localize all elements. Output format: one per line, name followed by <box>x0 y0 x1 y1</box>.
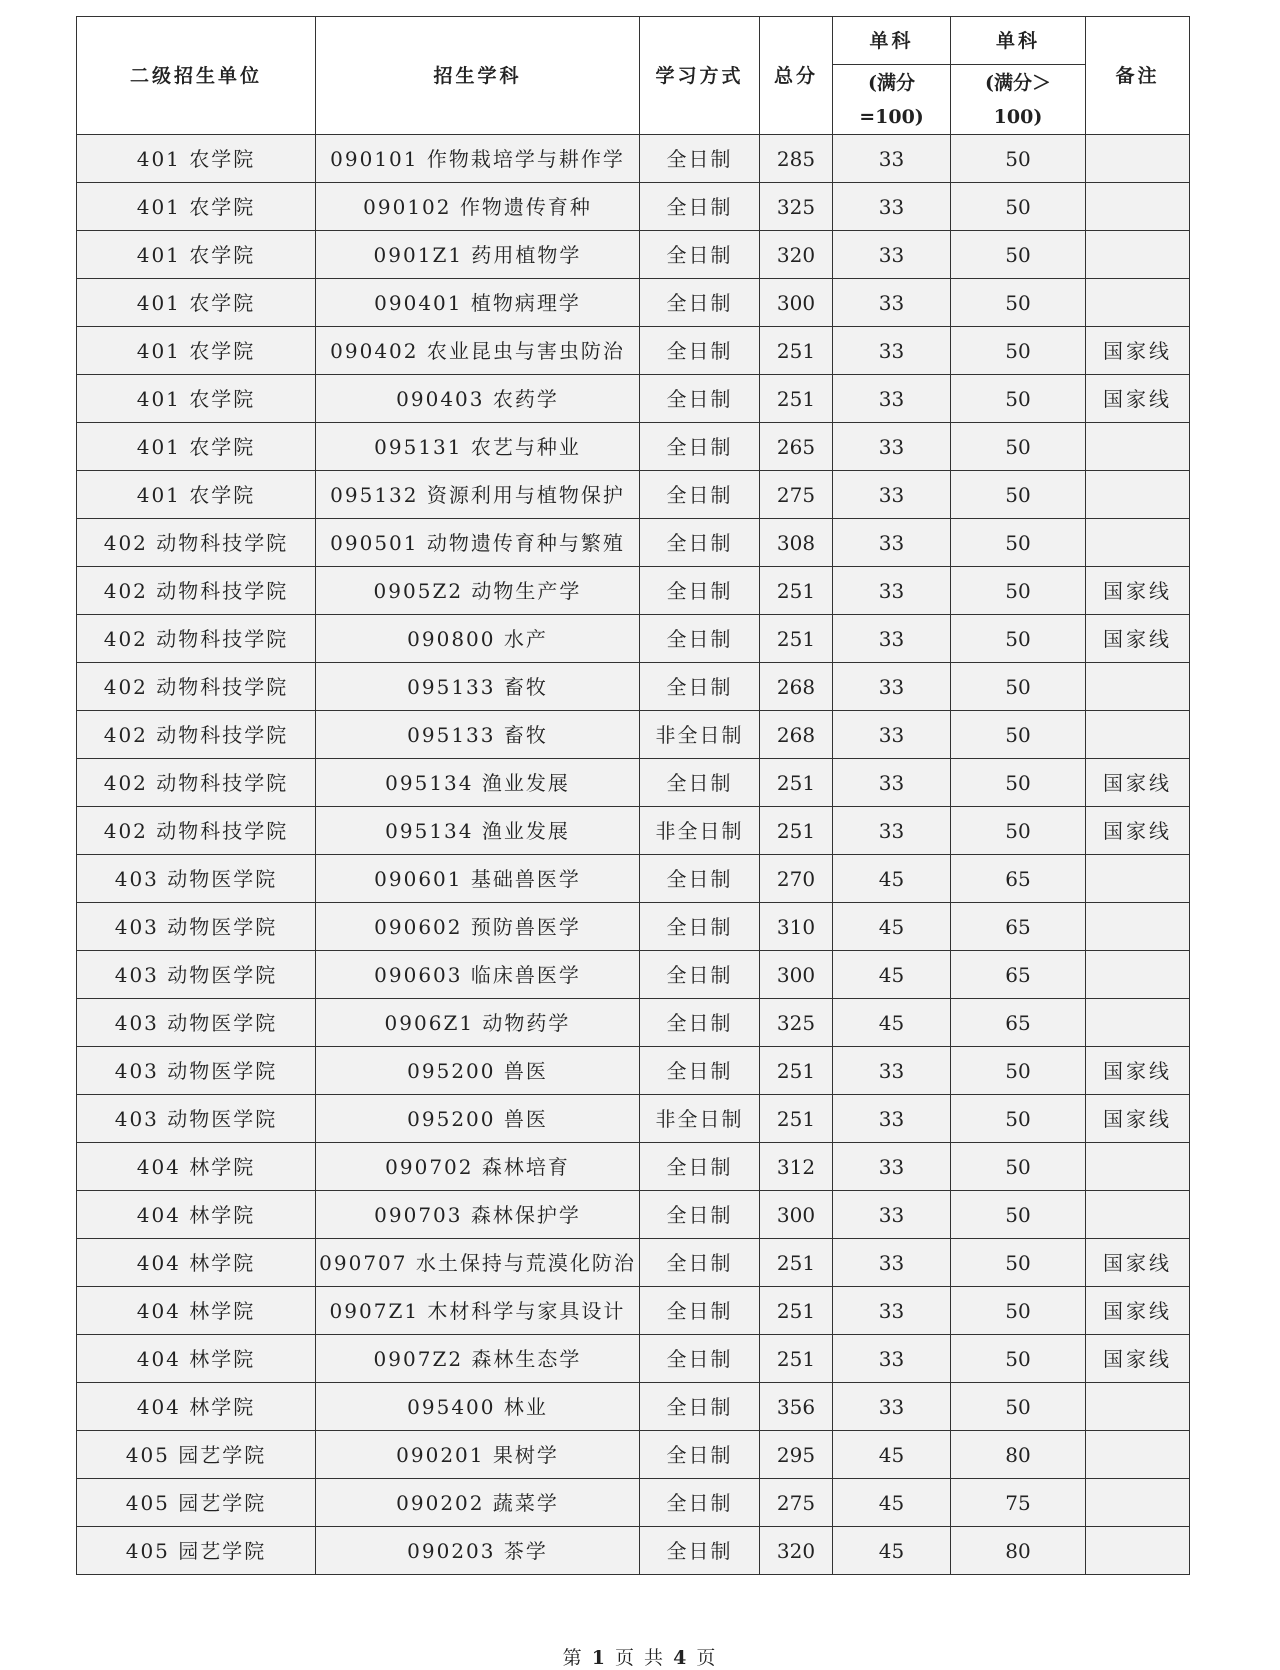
cell-total: 251 <box>760 1335 833 1383</box>
cell-unit: 403 动物医学院 <box>77 1095 316 1143</box>
cell-total: 251 <box>760 1095 833 1143</box>
cell-total: 325 <box>760 183 833 231</box>
cell-note: 国家线 <box>1086 1287 1190 1335</box>
cell-subject: 090602 预防兽医学 <box>316 903 640 951</box>
cell-mode: 全日制 <box>640 951 760 999</box>
footer-prefix: 第 <box>562 1647 584 1669</box>
cell-single-100: 45 <box>833 1527 951 1575</box>
cell-subject: 095131 农艺与种业 <box>316 423 640 471</box>
cell-single-100: 45 <box>833 903 951 951</box>
cell-mode: 全日制 <box>640 1143 760 1191</box>
cell-unit: 404 林学院 <box>77 1335 316 1383</box>
cell-single-over-100: 50 <box>951 807 1086 855</box>
cell-subject: 090501 动物遗传育种与繁殖 <box>316 519 640 567</box>
cell-note: 国家线 <box>1086 375 1190 423</box>
cell-total: 251 <box>760 759 833 807</box>
cell-single-over-100: 65 <box>951 903 1086 951</box>
cell-mode: 全日制 <box>640 1047 760 1095</box>
cell-subject: 090101 作物栽培学与耕作学 <box>316 135 640 183</box>
cell-single-100: 33 <box>833 567 951 615</box>
cell-single-100: 33 <box>833 711 951 759</box>
cell-mode: 全日制 <box>640 1431 760 1479</box>
cell-unit: 405 园艺学院 <box>77 1431 316 1479</box>
table-row <box>77 615 1190 663</box>
cell-subject: 095200 兽医 <box>316 1095 640 1143</box>
cell-single-over-100: 50 <box>951 663 1086 711</box>
cell-total: 285 <box>760 135 833 183</box>
cell-single-over-100: 50 <box>951 1191 1086 1239</box>
cell-subject: 0901Z1 药用植物学 <box>316 231 640 279</box>
header-single-100-sub <box>833 65 951 135</box>
cell-note: 国家线 <box>1086 567 1190 615</box>
table-row <box>77 1431 1190 1479</box>
header-total: 总分 <box>760 17 833 135</box>
cell-unit: 402 动物科技学院 <box>77 519 316 567</box>
cell-note: 国家线 <box>1086 327 1190 375</box>
cell-mode: 全日制 <box>640 567 760 615</box>
cell-unit: 403 动物医学院 <box>77 999 316 1047</box>
cell-single-over-100: 80 <box>951 1527 1086 1575</box>
cell-single-100: 33 <box>833 1191 951 1239</box>
cell-total: 300 <box>760 951 833 999</box>
cell-total: 312 <box>760 1143 833 1191</box>
cell-mode: 全日制 <box>640 327 760 375</box>
table-row <box>77 1239 1190 1287</box>
cell-single-over-100: 50 <box>951 1047 1086 1095</box>
cell-total: 300 <box>760 1191 833 1239</box>
cell-subject: 095132 资源利用与植物保护 <box>316 471 640 519</box>
cell-mode: 全日制 <box>640 999 760 1047</box>
cell-total: 251 <box>760 1239 833 1287</box>
cell-single-over-100: 50 <box>951 279 1086 327</box>
cell-note <box>1086 1479 1190 1527</box>
cell-single-100: 33 <box>833 663 951 711</box>
cell-note: 国家线 <box>1086 759 1190 807</box>
cell-unit: 401 农学院 <box>77 471 316 519</box>
cell-unit: 403 动物医学院 <box>77 1047 316 1095</box>
cell-single-100: 33 <box>833 423 951 471</box>
cell-single-100: 33 <box>833 279 951 327</box>
cell-single-100: 33 <box>833 519 951 567</box>
cell-subject: 090402 农业昆虫与害虫防治 <box>316 327 640 375</box>
cell-unit: 401 农学院 <box>77 135 316 183</box>
cell-single-over-100: 50 <box>951 471 1086 519</box>
cell-single-over-100: 75 <box>951 1479 1086 1527</box>
cell-mode: 全日制 <box>640 615 760 663</box>
table-row <box>77 951 1190 999</box>
cell-note <box>1086 1527 1190 1575</box>
cell-single-100: 33 <box>833 327 951 375</box>
cell-subject: 0905Z2 动物生产学 <box>316 567 640 615</box>
cell-unit: 401 农学院 <box>77 423 316 471</box>
table-row <box>77 711 1190 759</box>
cell-single-over-100: 80 <box>951 1431 1086 1479</box>
cell-single-100: 33 <box>833 375 951 423</box>
cell-unit: 402 动物科技学院 <box>77 759 316 807</box>
cell-total: 251 <box>760 327 833 375</box>
cell-unit: 402 动物科技学院 <box>77 807 316 855</box>
table-body <box>77 135 1190 1575</box>
table-row <box>77 135 1190 183</box>
cell-total: 268 <box>760 663 833 711</box>
cell-note <box>1086 711 1190 759</box>
cell-single-over-100: 50 <box>951 327 1086 375</box>
cell-subject: 0907Z1 木材科学与家具设计 <box>316 1287 640 1335</box>
footer-total-pages: 4 <box>673 1647 689 1669</box>
table-row <box>77 423 1190 471</box>
table-row <box>77 1527 1190 1575</box>
table-row <box>77 567 1190 615</box>
header-single-100-sub-line2: =100) <box>859 105 924 128</box>
cell-single-100: 33 <box>833 135 951 183</box>
cell-single-over-100: 65 <box>951 951 1086 999</box>
cell-subject: 090202 蔬菜学 <box>316 1479 640 1527</box>
cell-single-100: 45 <box>833 1431 951 1479</box>
cell-unit: 401 农学院 <box>77 183 316 231</box>
cell-single-over-100: 50 <box>951 759 1086 807</box>
cell-subject: 090703 森林保护学 <box>316 1191 640 1239</box>
cell-single-100: 33 <box>833 615 951 663</box>
table-row <box>77 807 1190 855</box>
cell-note <box>1086 423 1190 471</box>
cell-unit: 401 农学院 <box>77 279 316 327</box>
table-row <box>77 231 1190 279</box>
cell-mode: 全日制 <box>640 759 760 807</box>
cell-subject: 090702 森林培育 <box>316 1143 640 1191</box>
cell-total: 325 <box>760 999 833 1047</box>
cell-single-100: 33 <box>833 759 951 807</box>
score-line-table <box>76 16 1190 1575</box>
table-row <box>77 999 1190 1047</box>
table-row <box>77 519 1190 567</box>
cell-subject: 0907Z2 森林生态学 <box>316 1335 640 1383</box>
cell-single-100: 33 <box>833 807 951 855</box>
cell-single-over-100: 50 <box>951 231 1086 279</box>
footer-middle: 页 共 <box>614 1647 666 1669</box>
table-row <box>77 1047 1190 1095</box>
cell-total: 300 <box>760 279 833 327</box>
cell-mode: 全日制 <box>640 1287 760 1335</box>
table-row <box>77 855 1190 903</box>
cell-mode: 全日制 <box>640 375 760 423</box>
cell-unit: 402 动物科技学院 <box>77 711 316 759</box>
cell-mode: 全日制 <box>640 1191 760 1239</box>
cell-mode: 全日制 <box>640 423 760 471</box>
cell-note: 国家线 <box>1086 1095 1190 1143</box>
footer-current-page: 1 <box>591 1647 607 1669</box>
cell-note <box>1086 951 1190 999</box>
cell-mode: 全日制 <box>640 231 760 279</box>
cell-mode: 全日制 <box>640 1383 760 1431</box>
cell-subject: 095134 渔业发展 <box>316 759 640 807</box>
cell-single-100: 45 <box>833 951 951 999</box>
cell-total: 251 <box>760 375 833 423</box>
cell-single-100: 33 <box>833 1287 951 1335</box>
cell-single-over-100: 50 <box>951 1335 1086 1383</box>
cell-single-100: 33 <box>833 1383 951 1431</box>
header-single-over-100: 单科 <box>951 17 1086 65</box>
cell-unit: 403 动物医学院 <box>77 855 316 903</box>
cell-note <box>1086 855 1190 903</box>
header-single-over-100-sub <box>951 65 1086 135</box>
cell-single-100: 45 <box>833 1479 951 1527</box>
cell-total: 356 <box>760 1383 833 1431</box>
cell-mode: 全日制 <box>640 903 760 951</box>
cell-subject: 095200 兽医 <box>316 1047 640 1095</box>
cell-single-over-100: 50 <box>951 1383 1086 1431</box>
cell-single-100: 33 <box>833 231 951 279</box>
cell-single-over-100: 50 <box>951 1143 1086 1191</box>
cell-single-100: 33 <box>833 1335 951 1383</box>
cell-subject: 090403 农药学 <box>316 375 640 423</box>
cell-single-100: 33 <box>833 1095 951 1143</box>
cell-note <box>1086 519 1190 567</box>
cell-total: 251 <box>760 1047 833 1095</box>
cell-note <box>1086 183 1190 231</box>
header-unit: 二级招生单位 <box>77 17 316 135</box>
cell-single-over-100: 50 <box>951 1287 1086 1335</box>
cell-total: 251 <box>760 615 833 663</box>
cell-subject: 090203 茶学 <box>316 1527 640 1575</box>
table-row <box>77 1383 1190 1431</box>
cell-note <box>1086 663 1190 711</box>
cell-subject: 095133 畜牧 <box>316 663 640 711</box>
cell-unit: 404 林学院 <box>77 1191 316 1239</box>
cell-single-100: 33 <box>833 471 951 519</box>
cell-subject: 090603 临床兽医学 <box>316 951 640 999</box>
header-subject: 招生学科 <box>316 17 640 135</box>
cell-total: 251 <box>760 567 833 615</box>
table-row <box>77 1479 1190 1527</box>
cell-note: 国家线 <box>1086 615 1190 663</box>
cell-single-over-100: 50 <box>951 519 1086 567</box>
table-row <box>77 471 1190 519</box>
cell-total: 275 <box>760 471 833 519</box>
cell-mode: 全日制 <box>640 183 760 231</box>
cell-single-over-100: 50 <box>951 135 1086 183</box>
header-single-100-sub-line1: (满分 <box>868 71 915 94</box>
cell-note <box>1086 903 1190 951</box>
table-row <box>77 903 1190 951</box>
cell-total: 308 <box>760 519 833 567</box>
cell-single-over-100: 50 <box>951 375 1086 423</box>
cell-total: 320 <box>760 231 833 279</box>
cell-mode: 全日制 <box>640 471 760 519</box>
table-row <box>77 1335 1190 1383</box>
cell-single-over-100: 50 <box>951 1095 1086 1143</box>
cell-unit: 404 林学院 <box>77 1383 316 1431</box>
cell-single-100: 33 <box>833 1143 951 1191</box>
cell-mode: 全日制 <box>640 1239 760 1287</box>
table-row <box>77 1143 1190 1191</box>
cell-subject: 095133 畜牧 <box>316 711 640 759</box>
cell-subject: 090601 基础兽医学 <box>316 855 640 903</box>
cell-note <box>1086 999 1190 1047</box>
cell-single-over-100: 50 <box>951 567 1086 615</box>
cell-unit: 405 园艺学院 <box>77 1479 316 1527</box>
cell-subject: 090707 水土保持与荒漠化防治 <box>316 1239 640 1287</box>
cell-mode: 全日制 <box>640 135 760 183</box>
page-footer <box>0 1646 1280 1670</box>
cell-total: 320 <box>760 1527 833 1575</box>
cell-mode: 非全日制 <box>640 807 760 855</box>
cell-note: 国家线 <box>1086 1047 1190 1095</box>
cell-single-100: 33 <box>833 183 951 231</box>
cell-unit: 404 林学院 <box>77 1239 316 1287</box>
cell-subject: 090800 水产 <box>316 615 640 663</box>
header-single-over-100-sub-line1: (满分＞ <box>985 71 1051 94</box>
cell-note <box>1086 471 1190 519</box>
cell-subject: 0906Z1 动物药学 <box>316 999 640 1047</box>
cell-note <box>1086 1143 1190 1191</box>
cell-unit: 403 动物医学院 <box>77 903 316 951</box>
cell-total: 251 <box>760 807 833 855</box>
cell-single-over-100: 50 <box>951 183 1086 231</box>
cell-unit: 405 园艺学院 <box>77 1527 316 1575</box>
cell-total: 270 <box>760 855 833 903</box>
cell-unit: 401 农学院 <box>77 231 316 279</box>
cell-subject: 090102 作物遗传育种 <box>316 183 640 231</box>
cell-unit: 402 动物科技学院 <box>77 615 316 663</box>
table-row <box>77 663 1190 711</box>
cell-single-100: 45 <box>833 855 951 903</box>
cell-note: 国家线 <box>1086 807 1190 855</box>
cell-single-over-100: 50 <box>951 615 1086 663</box>
cell-total: 310 <box>760 903 833 951</box>
cell-total: 265 <box>760 423 833 471</box>
cell-mode: 全日制 <box>640 1335 760 1383</box>
table-row <box>77 183 1190 231</box>
cell-single-over-100: 50 <box>951 423 1086 471</box>
cell-total: 268 <box>760 711 833 759</box>
cell-unit: 401 农学院 <box>77 375 316 423</box>
cell-note <box>1086 231 1190 279</box>
cell-unit: 403 动物医学院 <box>77 951 316 999</box>
cell-total: 275 <box>760 1479 833 1527</box>
cell-subject: 090401 植物病理学 <box>316 279 640 327</box>
header-mode: 学习方式 <box>640 17 760 135</box>
table-row <box>77 279 1190 327</box>
table-row <box>77 1287 1190 1335</box>
cell-note <box>1086 135 1190 183</box>
footer-suffix: 页 <box>696 1647 718 1669</box>
header-single-100: 单科 <box>833 17 951 65</box>
cell-subject: 095400 林业 <box>316 1383 640 1431</box>
cell-total: 295 <box>760 1431 833 1479</box>
cell-subject: 095134 渔业发展 <box>316 807 640 855</box>
cell-mode: 全日制 <box>640 1479 760 1527</box>
cell-single-over-100: 65 <box>951 999 1086 1047</box>
cell-single-over-100: 50 <box>951 1239 1086 1287</box>
cell-note: 国家线 <box>1086 1335 1190 1383</box>
cell-note <box>1086 1191 1190 1239</box>
cell-single-100: 45 <box>833 999 951 1047</box>
cell-unit: 404 林学院 <box>77 1287 316 1335</box>
cell-note <box>1086 279 1190 327</box>
cell-subject: 090201 果树学 <box>316 1431 640 1479</box>
cell-mode: 全日制 <box>640 855 760 903</box>
cell-note: 国家线 <box>1086 1239 1190 1287</box>
cell-unit: 404 林学院 <box>77 1143 316 1191</box>
cell-note <box>1086 1431 1190 1479</box>
cell-mode: 非全日制 <box>640 1095 760 1143</box>
cell-mode: 全日制 <box>640 1527 760 1575</box>
cell-unit: 402 动物科技学院 <box>77 663 316 711</box>
table-row <box>77 759 1190 807</box>
cell-note <box>1086 1383 1190 1431</box>
cell-mode: 全日制 <box>640 519 760 567</box>
table-row <box>77 375 1190 423</box>
header-note: 备注 <box>1086 17 1190 135</box>
table-row <box>77 1191 1190 1239</box>
cell-single-over-100: 50 <box>951 711 1086 759</box>
header-single-over-100-sub-line2: 100) <box>993 105 1043 128</box>
cell-mode: 全日制 <box>640 663 760 711</box>
cell-mode: 全日制 <box>640 279 760 327</box>
cell-total: 251 <box>760 1287 833 1335</box>
table-header <box>77 17 1190 135</box>
cell-single-over-100: 65 <box>951 855 1086 903</box>
cell-unit: 402 动物科技学院 <box>77 567 316 615</box>
cell-single-100: 33 <box>833 1047 951 1095</box>
cell-mode: 非全日制 <box>640 711 760 759</box>
cell-single-100: 33 <box>833 1239 951 1287</box>
cell-unit: 401 农学院 <box>77 327 316 375</box>
table-row <box>77 1095 1190 1143</box>
table-row <box>77 327 1190 375</box>
